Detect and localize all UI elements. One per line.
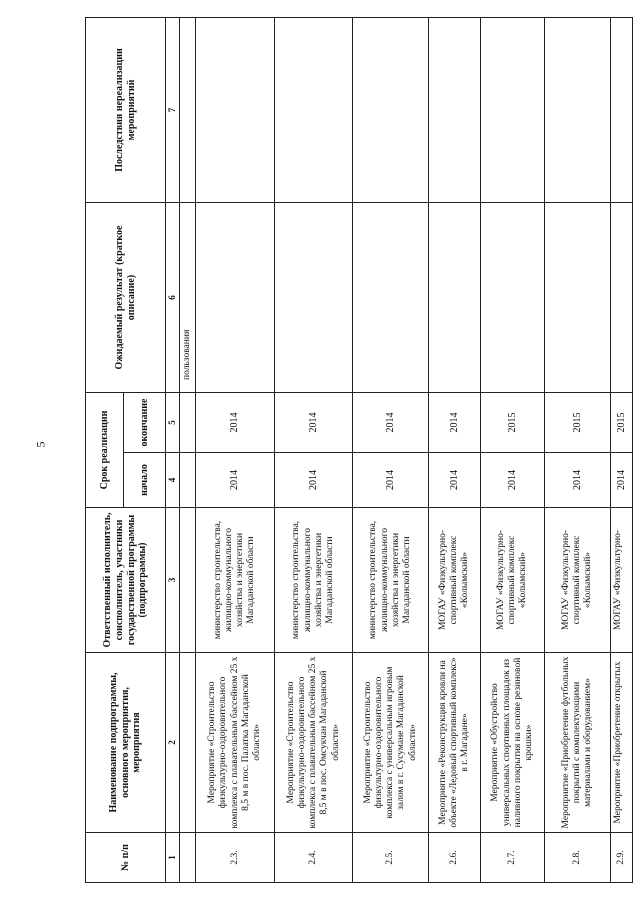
cell-name: Мероприятие «Приобретение открытых (611, 653, 633, 833)
cell-result (353, 203, 429, 393)
cell-start: 2014 (611, 453, 633, 508)
cell-consequence (481, 18, 545, 203)
cell-start: 2014 (545, 453, 611, 508)
cell-name: Мероприятие «Приобретение футбольных покрытий с комплектующими материалами и оборудованием» (545, 653, 611, 833)
cell-start: 2014 (353, 453, 429, 508)
cell-name (180, 653, 196, 833)
header-num: № п/п (86, 833, 166, 883)
cell-executor (180, 508, 196, 653)
cell-executor: МОГАУ «Физкультурно- (611, 508, 633, 653)
header-executor: Ответственный исполнитель, соисполнитель, участники государственной программы (подпрограммы) (86, 508, 166, 653)
column-number: 4 (166, 453, 180, 508)
column-number: 7 (166, 18, 180, 203)
cell-num: 2.4. (275, 833, 353, 883)
cell-result: пользования (180, 203, 196, 393)
cell-end: 2015 (481, 393, 545, 453)
column-number: 3 (166, 508, 180, 653)
table-row (611, 18, 633, 883)
header-consequence: Последствия нереализации мероприятий (86, 18, 166, 203)
cell-end (180, 393, 196, 453)
cell-executor: МОГАУ «Физкультурно-спортивный комплекс «Колымский» (429, 508, 481, 653)
cell-name: Мероприятие «Обустройство универсальных спортивных площадок из наливного покрытия на основе резиновой крошки» (481, 653, 545, 833)
page-number: 5 (33, 441, 48, 448)
cell-end: 2014 (275, 393, 353, 453)
table-row (275, 18, 353, 883)
cell-executor: МОГАУ «Физкультурно-спортивный комплекс «Колымский» (545, 508, 611, 653)
cell-num: 2.3. (196, 833, 275, 883)
column-number: 6 (166, 203, 180, 393)
column-number: 2 (166, 653, 180, 833)
table-row (481, 18, 545, 883)
cell-name: Мероприятие «Строительство физкультурно-оздоровительного комплекса с плавательным бассейном 25 х 8,5 м в пос. Палатка Магаданской области» (196, 653, 275, 833)
cell-consequence (429, 18, 481, 203)
cell-num (180, 833, 196, 883)
cell-name: Мероприятие «Строительство физкультурно-оздоровительного комплекса с универсальным игровым залом в г. Сусумане Магаданской области» (353, 653, 429, 833)
cell-start: 2014 (196, 453, 275, 508)
cell-result (275, 203, 353, 393)
cell-end: 2014 (429, 393, 481, 453)
cell-num: 2.5. (353, 833, 429, 883)
cell-end: 2014 (196, 393, 275, 453)
table-row (196, 18, 275, 883)
rotated-page (85, 18, 627, 883)
header-end: окончание (124, 393, 166, 453)
column-number: 1 (166, 833, 180, 883)
cell-result (429, 203, 481, 393)
header-period: Срок реализации (86, 393, 124, 508)
cell-end: 2014 (353, 393, 429, 453)
cell-executor: МОГАУ «Физкультурно-спортивный комплекс «Колымский» (481, 508, 545, 653)
table-row (429, 18, 481, 883)
table-row (180, 18, 196, 883)
cell-num: 2.7. (481, 833, 545, 883)
cell-result (611, 203, 633, 393)
cell-result (196, 203, 275, 393)
cell-end: 2015 (611, 393, 633, 453)
cell-executor: министерство строительства, жилищно-коммунального хозяйства и энергетики Магаданской области (353, 508, 429, 653)
cell-num: 2.9. (611, 833, 633, 883)
cell-consequence (353, 18, 429, 203)
cell-consequence (196, 18, 275, 203)
cell-consequence (275, 18, 353, 203)
table-row (353, 18, 429, 883)
cell-result (545, 203, 611, 393)
cell-end: 2015 (545, 393, 611, 453)
cell-name: Мероприятие «Реконструкция кровли на объекте «Ледовый спортивный комплекс» в г. Магадане» (429, 653, 481, 833)
cell-executor: министерство строительства, жилищно-коммунального хозяйства и энергетики Магаданской области (196, 508, 275, 653)
program-table (85, 17, 633, 883)
cell-start: 2014 (429, 453, 481, 508)
cell-consequence (180, 18, 196, 203)
header-name: Наименование подпрограммы, основного мероприятия, мероприятия (86, 653, 166, 833)
cell-consequence (611, 18, 633, 203)
cell-num: 2.6. (429, 833, 481, 883)
column-number: 5 (166, 393, 180, 453)
cell-consequence (545, 18, 611, 203)
header-result: Ожидаемый результат (краткое описание) (86, 203, 166, 393)
header-start: начало (124, 453, 166, 508)
cell-start: 2014 (275, 453, 353, 508)
cell-start (180, 453, 196, 508)
cell-num: 2.8. (545, 833, 611, 883)
cell-result (481, 203, 545, 393)
cell-name: Мероприятие «Строительство физкультурно-оздоровительного комплекса с плавательным бассейном 25 х 8,5 м в пос. Омсукчан Магаданской области» (275, 653, 353, 833)
table-row (545, 18, 611, 883)
cell-start: 2014 (481, 453, 545, 508)
cell-executor: министерство строительства, жилищно-коммунального хозяйства и энергетики Магаданской области (275, 508, 353, 653)
